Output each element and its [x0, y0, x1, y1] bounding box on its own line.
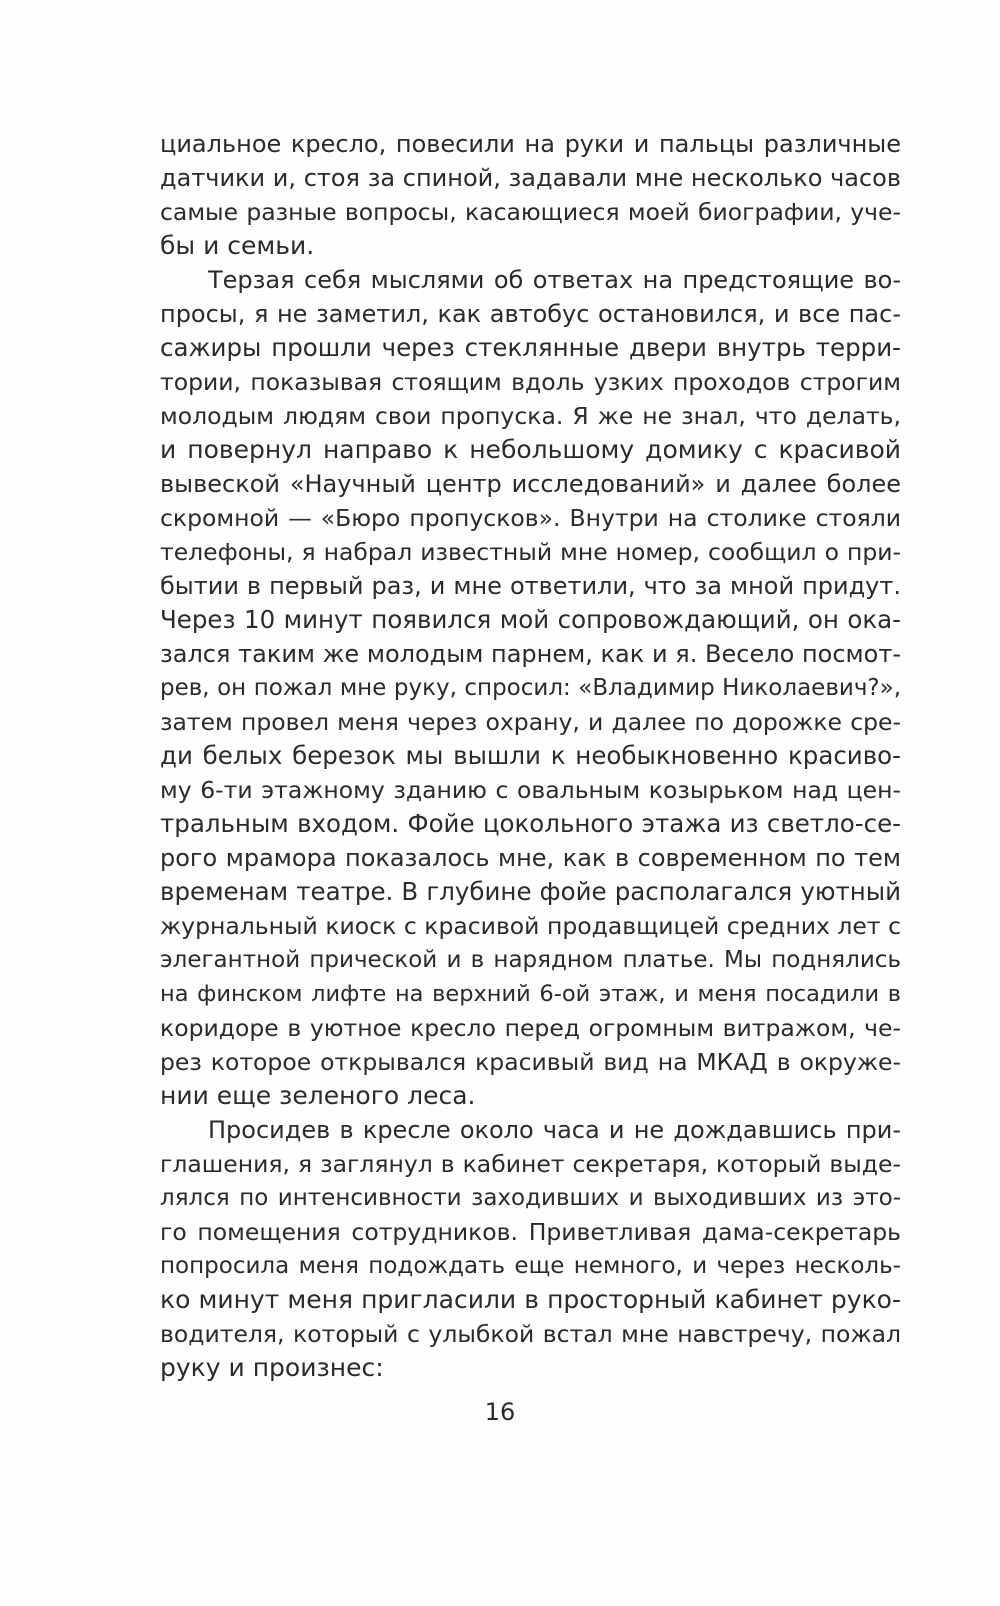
text-line: рев, он пожал мне руку, спросил: «Владимир Николаевич?», — [160, 675, 901, 701]
text-line: циальное кресло, повесили на руки и пальцы различные — [160, 130, 901, 158]
text-line-paragraph-start: Терзая себя мыслями об ответах на предстоящие во- — [208, 266, 901, 294]
text-line: ди белых березок мы вышли к необыкновенно красиво- — [160, 741, 901, 770]
text-line: Через 10 минут появился мой сопровождающий, он ока- — [160, 605, 901, 634]
text-line: рого мрамора показалось мне, как в современном по тем — [160, 844, 901, 872]
text-line: элегантной прической и в нарядном платье. Мы поднялись — [160, 947, 901, 973]
page-number: 16 — [484, 1398, 516, 1426]
text-line: вывеской «Научный центр исследований» и далее более — [160, 470, 901, 498]
text-line: сажиры прошли через стеклянные двери внутрь терри- — [160, 333, 901, 362]
text-line: скромной — «Бюро пропусков». Внутри на столике стояли — [160, 504, 901, 532]
text-line: руку и произнес: — [160, 1353, 384, 1382]
text-line: молодым людям свои пропуска. Я же не знал, что делать, — [160, 402, 901, 430]
text-line: зался таким же молодым парнем, как и я. Весело посмот- — [160, 640, 901, 668]
text-line: временам театре. В глубине фойе располагался уютный — [160, 877, 901, 906]
text-line: бытии в первый раз, и мне ответили, что за мной придут. — [160, 572, 901, 600]
text-line: му 6-ти этажному зданию с овальным козырьком над цен- — [160, 776, 901, 804]
text-line: тории, показывая стоящим вдоль узких проходов строгим — [160, 368, 901, 396]
text-line: датчики и, стоя за спиной, задавали мне несколько часов — [160, 164, 901, 192]
text-line: телефоны, я набрал известный мне номер, сообщил о при- — [160, 538, 901, 566]
text-line: водителя, который с улыбкой встал мне навстречу, пожал — [160, 1320, 901, 1348]
text-line: лялся по интенсивности заходивших и выходивших из это- — [160, 1185, 901, 1211]
text-line: и повернул направо к небольшому домику с красивой — [160, 435, 901, 464]
text-line: просы, я не заметил, как автобус остановился, и все пас- — [160, 300, 901, 328]
text-line-paragraph-start: Просидев в кресле около часа и не дождавшись при- — [208, 1116, 901, 1144]
text-line: бы и семьи. — [160, 231, 315, 260]
text-line: ко минут меня пригласили в просторный кабинет руко- — [160, 1285, 901, 1314]
text-line: го помещения сотрудников. Приветливая дама-секретарь — [160, 1218, 901, 1246]
text-line: коридоре в уютное кресло перед огромным витражом, че- — [160, 1014, 901, 1042]
text-line: журнальный киоск с красивой продавщицей средних лет с — [160, 912, 901, 940]
text-line: рез которое открывался красивый вид на МКАД в окруже- — [160, 1048, 901, 1076]
text-line: затем провел меня через охрану, и далее по дорожке сре- — [160, 708, 901, 736]
text-line: глашения, я заглянул в кабинет секретаря, который выде- — [160, 1150, 901, 1178]
text-line: нии еще зеленого леса. — [160, 1081, 476, 1110]
text-line: самые разные вопросы, касающиеся моей биографии, уче- — [160, 198, 901, 226]
text-line: на финском лифте на верхний 6-ой этаж, и меня посадили в — [160, 981, 901, 1007]
page-body-text — [160, 127, 901, 1385]
text-line: попросила меня подождать еще немного, и через несколь- — [160, 1253, 901, 1279]
text-line: тральным входом. Фойе цокольного этажа из светло-се- — [160, 809, 901, 838]
